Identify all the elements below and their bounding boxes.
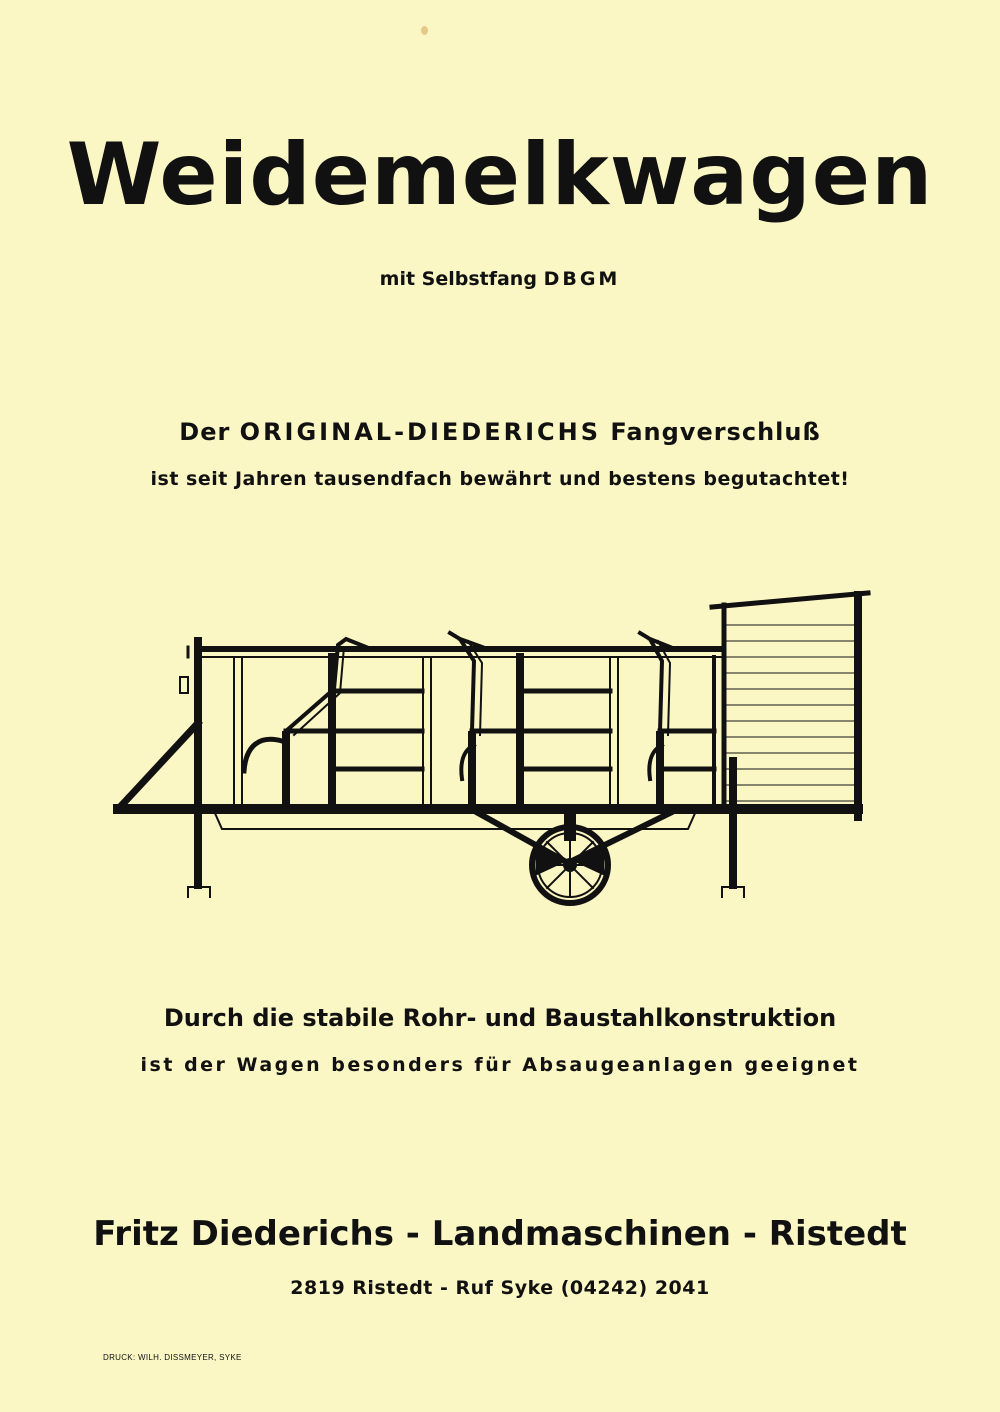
- subtitle: [0, 268, 1000, 291]
- paper-speck: [421, 26, 428, 35]
- front-brace: [120, 723, 198, 807]
- milking-wagon-illustration: [110, 585, 880, 915]
- claim-word-fangverschluss: Fangverschluß: [610, 418, 821, 446]
- claim-word-der: Der: [179, 418, 231, 446]
- subtitle-mark: DBGM: [543, 268, 621, 290]
- poster-title: Weidemelkwagen: [66, 125, 934, 225]
- company-contact: 2819 Ristedt - Ruf Syke (04242) 2041: [290, 1277, 710, 1299]
- claim-headline: [0, 418, 1000, 446]
- company-name: Fritz Diederichs - Landmaschinen - Ristedt: [93, 1214, 907, 1254]
- wagon-wheel: [532, 827, 608, 903]
- feature-headline: Durch die stabile Rohr- und Baustahlkonstruktion: [163, 1004, 837, 1032]
- printer-credit: DRUCK: WILH. DISSMEYER, SYKE: [103, 1353, 242, 1362]
- claim-subline: ist seit Jahren tausendfach bewährt und bestens begutachtet!: [150, 468, 850, 490]
- claim-brand: ORIGINAL-DIEDERICHS: [239, 418, 601, 446]
- feature-subline: ist der Wagen besonders für Absaugeanlagen geeignet: [140, 1054, 860, 1076]
- subtitle-prefix: mit Selbstfang: [379, 268, 537, 290]
